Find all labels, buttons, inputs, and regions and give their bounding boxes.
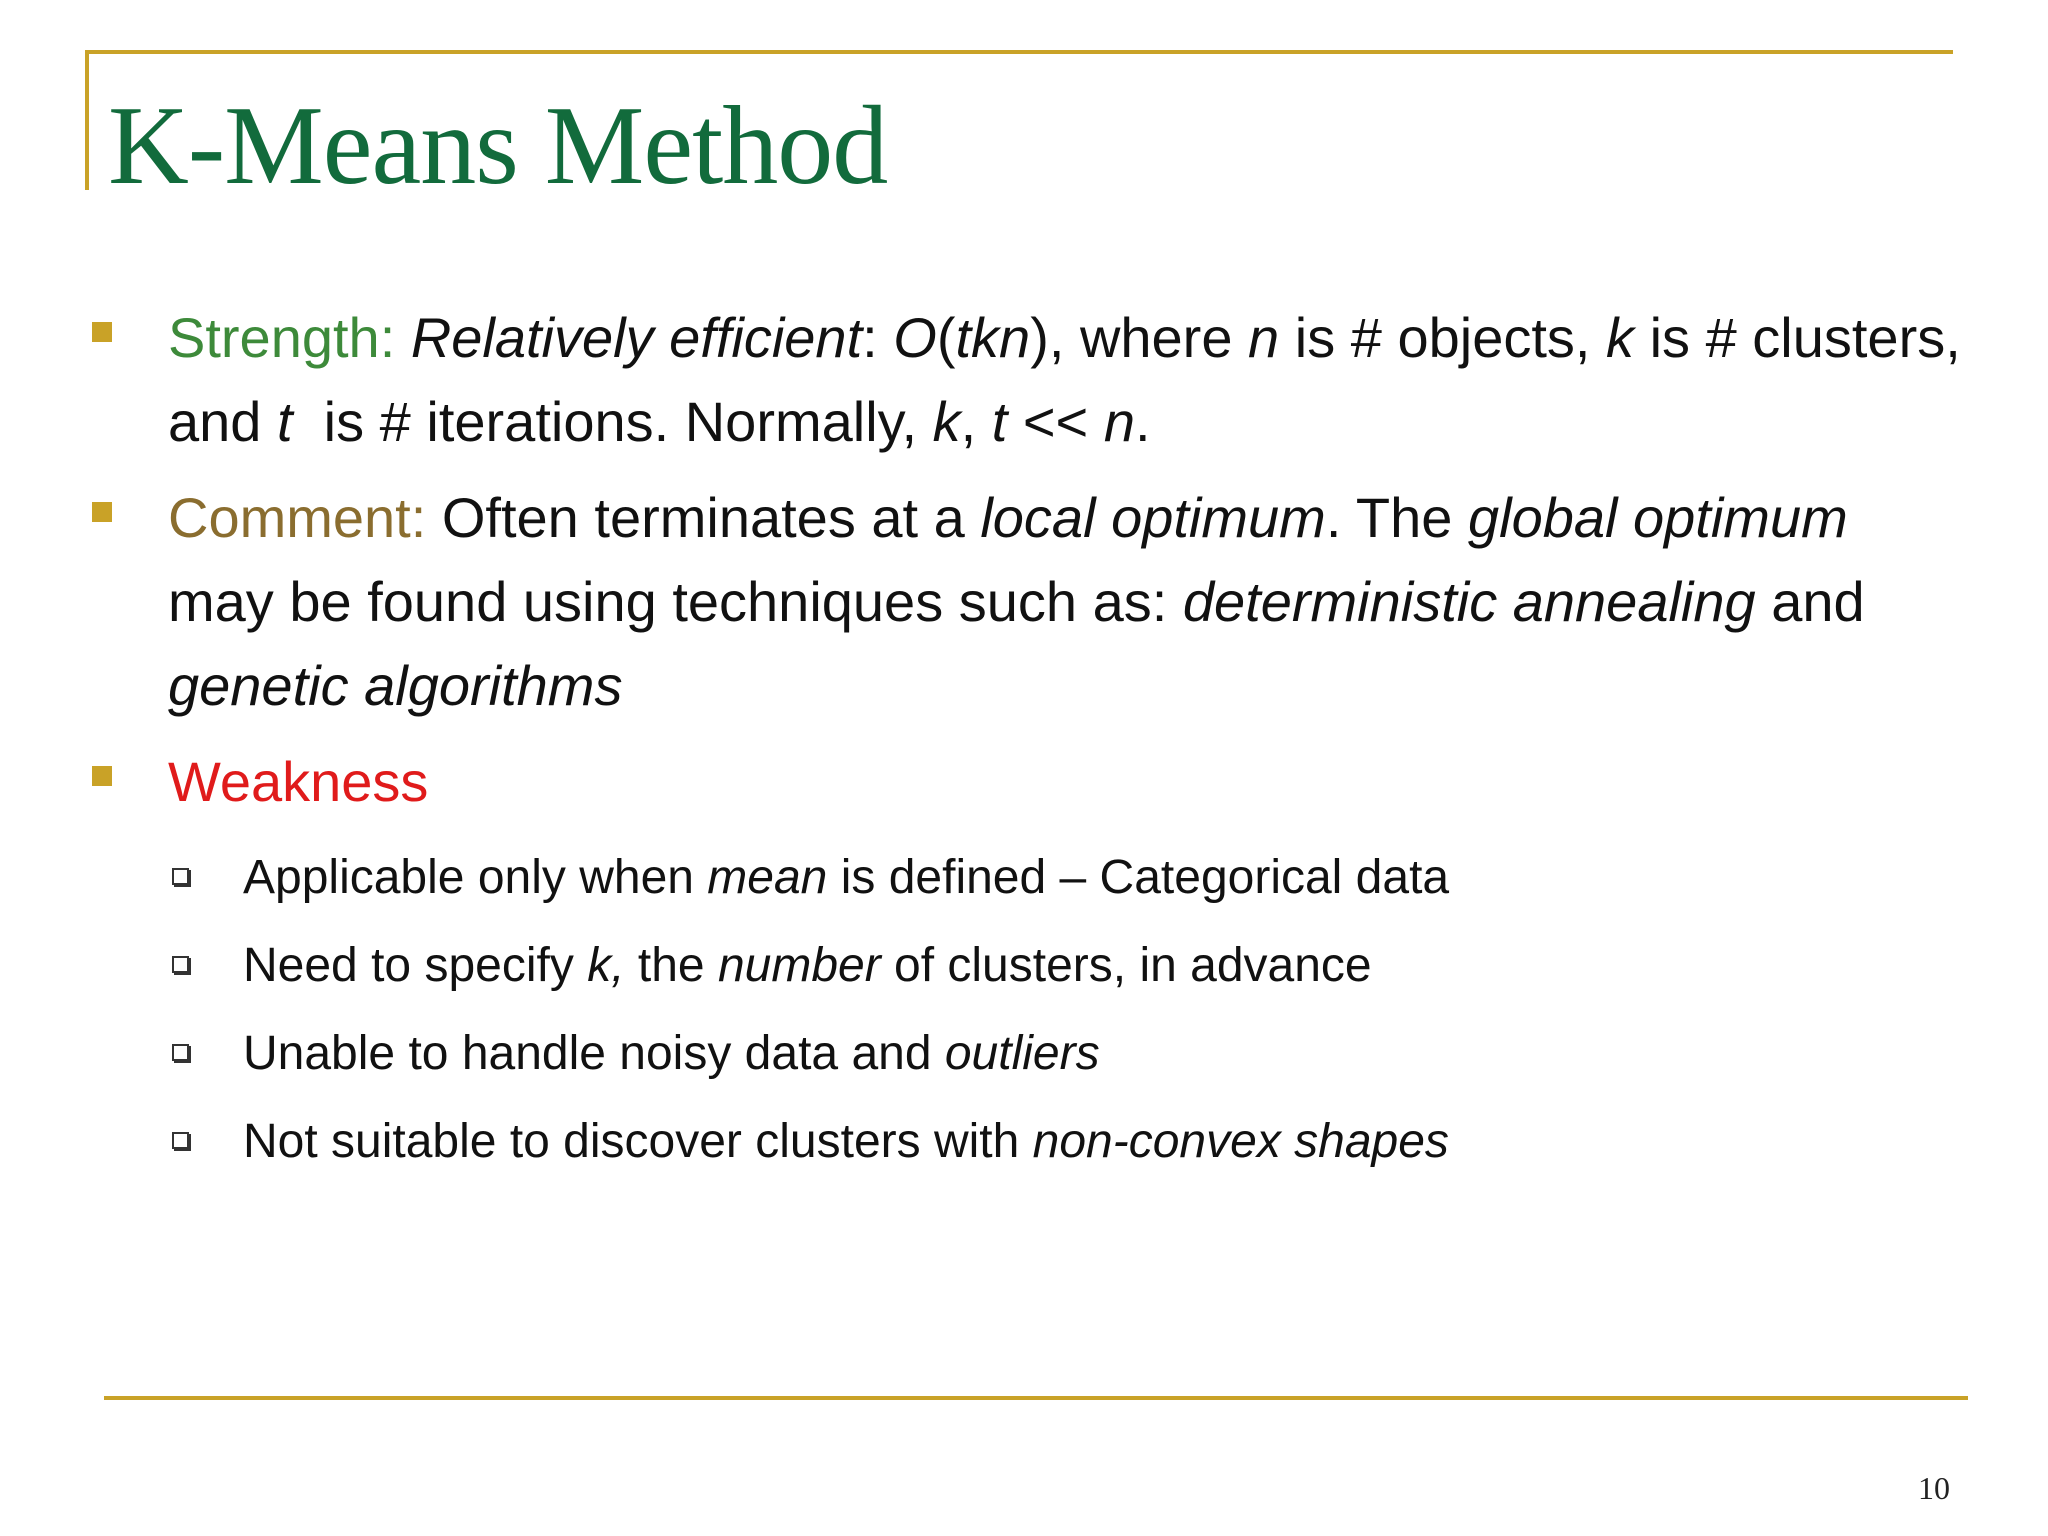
strength-text-7: n [1248,306,1280,369]
list-item: Not suitable to discover clusters with non-convex shapes [88,1100,1968,1184]
comment-text-3: . The [1325,486,1468,549]
list-item: Applicable only when mean is defined – Categorical data [88,836,1968,920]
top-rule [85,50,1953,54]
left-rule [85,50,89,190]
strength-text-14: , [960,390,992,453]
bottom-rule [104,1396,1968,1400]
strength-text-18: . [1134,390,1151,453]
comment-text-2: local optimum [980,486,1326,549]
square-bullet-icon [92,502,112,522]
hollow-square-bullet-icon [172,868,189,885]
comment-text-6: deterministic annealing [1182,570,1756,633]
strength-text-1: Relatively efficient [410,306,863,369]
strength-text-6: ), where [1030,306,1249,369]
bullet-strength [88,296,1968,464]
comment-text-5: may be found using techniques such as: [168,570,1183,633]
hollow-square-bullet-icon [172,1044,189,1061]
page-number: 10 [1918,1470,1950,1506]
comment-text-1: Often terminates at a [426,486,981,549]
list-item: Unable to handle noisy data and outliers [88,1012,1968,1096]
bullet-list [88,296,1968,1188]
strength-text-5: tkn [955,306,1031,369]
strength-text-9: k [1606,306,1635,369]
bullet-comment [88,476,1968,728]
strength-text-10: is # clusters, and [168,306,1961,453]
comment-text-8: genetic algorithms [168,654,623,717]
strength-text-4: ( [936,306,956,369]
square-bullet-icon [92,766,112,786]
strength-text-15: t [991,390,1008,453]
comment-text-4: global optimum [1467,486,1848,549]
hollow-square-bullet-icon [172,956,189,973]
comment-label: Comment: [168,486,427,549]
list-item: Need to specify k, the number of clusters, in advance [88,924,1968,1008]
strength-text-16: << [1007,390,1104,453]
comment-text-7: and [1755,570,1865,633]
hollow-square-bullet-icon [172,1132,189,1149]
strength-text-2: : [862,306,894,369]
bullet-weakness [88,740,1968,824]
strength-text-8: is # objects, [1279,306,1607,369]
weakness-sub-list [88,836,1968,1184]
slide-title: K-Means Method [108,84,888,208]
strength-text-13: k [932,390,961,453]
square-bullet-icon [92,322,112,342]
strength-text-11: t [277,390,293,453]
strength-text-12: is # iterations. Normally, [292,390,933,453]
strength-text-17: n [1103,390,1135,453]
strength-label: Strength: [168,306,396,369]
weakness-label: Weakness [168,750,429,813]
strength-text-3: O [893,306,937,369]
